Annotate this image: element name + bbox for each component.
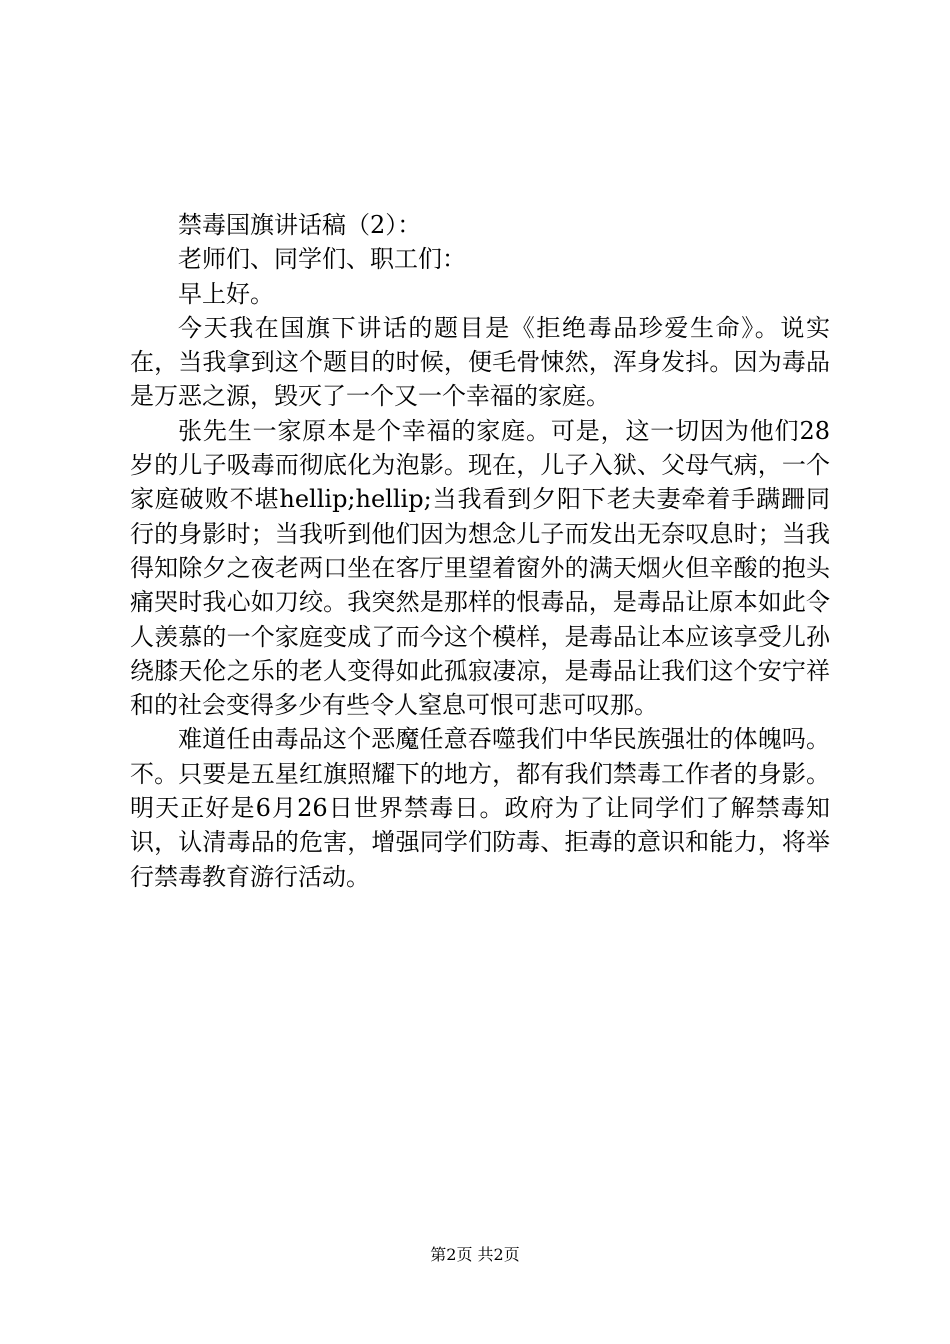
document-title: 禁毒国旗讲话稿（2）： <box>178 211 422 239</box>
paragraph-intro: 今天我在国旗下讲话的题目是《拒绝毒品珍爱生命》。说实在，当我拿到这个题目的时候，便毛骨悚然，浑身发抖。因为毒品是万恶之源，毁灭了一个又一个幸福的家庭。 <box>130 313 830 411</box>
paragraph-call-to-action: 难道任由毒品这个恶魔任意吞噬我们中华民族强壮的体魄吗。不。只要是五星红旗照耀下的地方，都有我们禁毒工作者的身影。明天正好是6月26日世界禁毒日。政府为了让同学们了解禁毒知识，认清毒品的危害，增强同学们防毒、拒毒的意识和能力，将举行禁毒教育游行活动。 <box>130 725 830 891</box>
page-number-footer: 第2页 共2页 <box>430 1245 520 1264</box>
greeting: 早上好。 <box>178 279 274 308</box>
document-body <box>130 208 830 894</box>
salutation: 老师们、同学们、职工们： <box>178 245 466 274</box>
paragraph-story: 张先生一家原本是个幸福的家庭。可是，这一切因为他们28岁的儿子吸毒而彻底化为泡影。现在，儿子入狱、父母气病，一个家庭破败不堪hellip;hellip;当我看到夕阳下老夫妻牵着手蹒跚同行的身影时；当我听到他们因为想念儿子而发出无奈叹息时；当我得知除夕之夜老两口坐在客厅里望着窗外的满天烟火但辛酸的抱头痛哭时我心如刀绞。我突然是那样的恨毒品，是毒品让原本如此令人羡慕的一个家庭变成了而今这个模样，是毒品让本应该享受儿孙绕膝天伦之乐的老人变得如此孤寂凄凉，是毒品让我们这个安宁祥和的社会变得多少有些令人窒息可恨可悲可叹那。 <box>130 416 830 720</box>
